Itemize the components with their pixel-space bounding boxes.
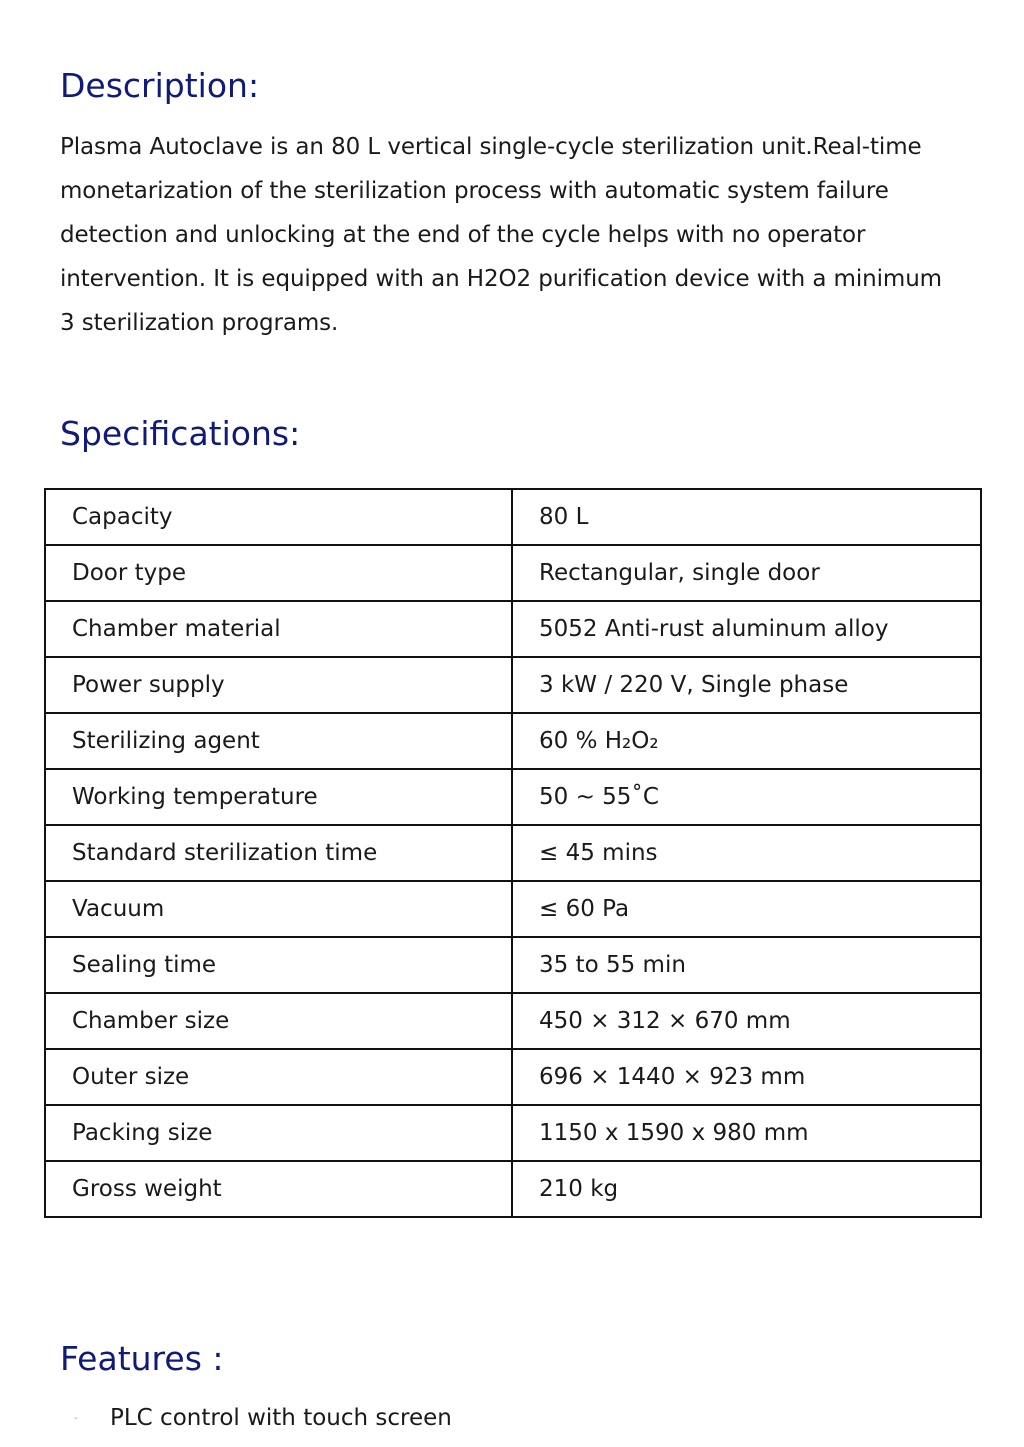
spec-label: Sterilizing agent [45, 713, 512, 769]
feature-text: PLC control with touch screen [110, 1405, 452, 1431]
table-row [45, 937, 981, 993]
spec-label: Packing size [45, 1105, 512, 1161]
description-heading: Description: [60, 66, 260, 105]
table-row [45, 601, 981, 657]
spec-value: ≤ 60 Pa [512, 881, 981, 937]
specifications-heading: Specifications: [60, 414, 301, 453]
table-row [45, 993, 981, 1049]
spec-value: 80 L [512, 489, 981, 545]
table-row [45, 769, 981, 825]
spec-label: Vacuum [45, 881, 512, 937]
bullet-marker: - [74, 1412, 78, 1424]
specifications-table [44, 488, 982, 1218]
spec-label: Capacity [45, 489, 512, 545]
spec-value: Rectangular, single door [512, 545, 981, 601]
table-row [45, 657, 981, 713]
spec-value: 210 kg [512, 1161, 981, 1217]
spec-label: Sealing time [45, 937, 512, 993]
table-row [45, 1049, 981, 1105]
features-heading: Features : [60, 1339, 224, 1378]
spec-label: Gross weight [45, 1161, 512, 1217]
spec-value: 450 × 312 × 670 mm [512, 993, 981, 1049]
spec-value: ≤ 45 mins [512, 825, 981, 881]
spec-value: 60 % H₂O₂ [512, 713, 981, 769]
spec-label: Power supply [45, 657, 512, 713]
table-row [45, 825, 981, 881]
spec-label: Working temperature [45, 769, 512, 825]
table-row [45, 1161, 981, 1217]
spec-label: Door type [45, 545, 512, 601]
features-list [60, 1398, 452, 1438]
spec-value: 35 to 55 min [512, 937, 981, 993]
spec-value: 696 × 1440 × 923 mm [512, 1049, 981, 1105]
spec-value: 3 kW / 220 V, Single phase [512, 657, 981, 713]
spec-label: Chamber size [45, 993, 512, 1049]
table-row [45, 713, 981, 769]
spec-label: Chamber material [45, 601, 512, 657]
spec-value: 5052 Anti-rust aluminum alloy [512, 601, 981, 657]
description-text: Plasma Autoclave is an 80 L vertical single-cycle sterilization unit.Real-time monetarization of the sterilization process with automatic system failure detection and unlocking at the end of the cycle helps with no operator intervention. It is equipped with an H2O2 purification device with a minimum 3 sterilization programs. [60, 134, 942, 336]
list-item [60, 1398, 452, 1438]
table-row [45, 545, 981, 601]
spec-value: 1150 x 1590 x 980 mm [512, 1105, 981, 1161]
spec-value: 50 ~ 55˚C [512, 769, 981, 825]
table-row [45, 1105, 981, 1161]
spec-label: Standard sterilization time [45, 825, 512, 881]
table-row [45, 489, 981, 545]
table-row [45, 881, 981, 937]
spec-label: Outer size [45, 1049, 512, 1105]
